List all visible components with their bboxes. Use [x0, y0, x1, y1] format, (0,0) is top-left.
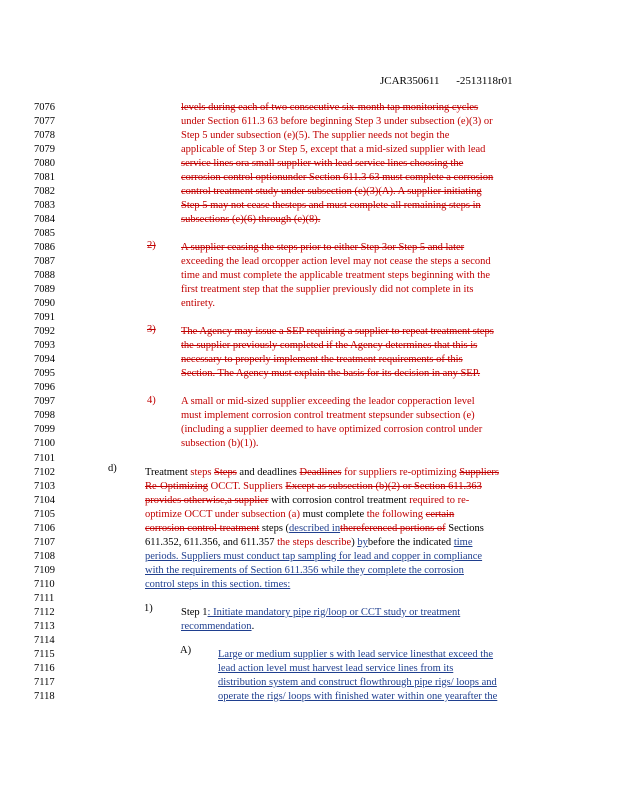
- line-number: 7081: [34, 172, 55, 184]
- text-run: periods. Suppliers must conduct tap sampling for lead and copper in compliance: [145, 550, 483, 562]
- line-number: 7091: [34, 312, 55, 324]
- line-number: 7105: [34, 508, 55, 520]
- line-number: 7108: [34, 550, 55, 562]
- line-number: 7112: [34, 606, 55, 618]
- line-number: 7082: [34, 186, 55, 198]
- text-run: with corrosion control treatment: [268, 494, 410, 506]
- subA-line: [218, 662, 453, 675]
- para3-line: [181, 339, 477, 352]
- text-run: must implement corrosion control treatment stepsunder subsection (e): [181, 410, 475, 422]
- text-run: for suppliers re-optimizing: [341, 466, 460, 478]
- line-number: 7077: [34, 116, 55, 128]
- text-run: must complete: [302, 508, 367, 520]
- para4-line: [181, 437, 259, 450]
- para-label-step1: 1): [144, 603, 153, 614]
- line-number: 7094: [34, 354, 55, 366]
- text-run: entirety.: [181, 298, 216, 310]
- line-number: 7089: [34, 284, 55, 296]
- step1-line: [181, 606, 460, 619]
- text-run: Sections: [445, 522, 484, 534]
- para2-line: [181, 297, 215, 310]
- line-number: 7085: [34, 228, 55, 240]
- text-run: control steps in this section.: [145, 578, 265, 590]
- text-run: operate the rigs/ loops with finished water within one yearafter the: [218, 690, 498, 702]
- text-run: Suppliers: [459, 466, 499, 478]
- text-run: Except as subsection (b)(2) or Section 611.363: [285, 480, 482, 492]
- text-run: Section. The Agency must explain the basis for its decision in any SEP.: [181, 368, 481, 380]
- text-run: The Agency may issue a SEP requiring a supplier to repeat treatment steps: [181, 326, 494, 338]
- block1-line: [181, 185, 482, 198]
- text-run: .: [251, 620, 255, 632]
- text-run: necessary to properly implement the treatment requirements of this: [181, 354, 463, 366]
- line-number: 7109: [34, 564, 55, 576]
- block1-line: [181, 213, 320, 226]
- text-run: A small or mid-sized supplier exceeding the leador copperaction level: [181, 396, 475, 408]
- line-number: 7087: [34, 256, 55, 268]
- text-run: corrosion control optionunder Section 611.3 63 must complete a corrosion: [181, 172, 494, 184]
- text-run: A supplier ceasing the steps prior to either Step 3or Step 5 and later: [181, 242, 465, 254]
- line-number: 7076: [34, 102, 55, 113]
- text-run: recommendation: [181, 620, 252, 632]
- line-number: 7080: [34, 158, 55, 170]
- parad-line: [145, 522, 484, 535]
- text-run: lead action level must harvest lead service lines from its: [218, 662, 454, 674]
- text-run: time and must complete the applicable treatment steps beginning with the: [181, 270, 491, 282]
- line-number: 7090: [34, 298, 55, 310]
- block1-line: [181, 199, 481, 212]
- text-run: exceeding the lead orcopper action level may not cease the steps a second: [181, 256, 491, 268]
- text-run: times:: [264, 578, 291, 590]
- text-run: Re-Optimizing: [145, 480, 208, 492]
- parad-line: [145, 536, 472, 549]
- parad-line: [145, 466, 499, 479]
- line-number: 7093: [34, 340, 55, 352]
- document-id: JCAR350611: [380, 75, 440, 87]
- line-number: 7095: [34, 368, 55, 380]
- text-run: Step 5 may not cease thesteps and must complete all remaining steps in: [181, 200, 481, 212]
- line-number: 7102: [34, 466, 55, 478]
- text-run: required to re-: [409, 494, 470, 506]
- para2-line: [181, 283, 473, 296]
- line-number: 7116: [34, 662, 55, 674]
- text-run: : Initiate mandatory pipe rig/loop or CCT study or treatment: [207, 606, 461, 618]
- line-number: 7092: [34, 326, 55, 338]
- line-number: 7111: [34, 592, 55, 604]
- text-run: the following: [366, 508, 426, 520]
- text-run: OCCT. Suppliers: [208, 480, 286, 492]
- text-run: the steps describe: [277, 536, 352, 548]
- text-run: Treatment: [145, 466, 191, 478]
- line-number: 7084: [34, 214, 55, 226]
- para4-line: [181, 409, 475, 422]
- block1-line: [181, 129, 449, 142]
- line-number: 7086: [34, 242, 55, 254]
- line-number: 7096: [34, 382, 55, 394]
- line-number: 7078: [34, 130, 55, 142]
- line-number: 7114: [34, 634, 55, 646]
- line-number: 7100: [34, 438, 55, 450]
- text-run: described in: [289, 522, 341, 534]
- para3-line: [181, 353, 463, 366]
- text-run: certain: [425, 508, 455, 520]
- block1-line: [181, 157, 463, 170]
- para-label-3: 3): [147, 324, 156, 335]
- text-run: provides otherwise,a supplier: [145, 494, 269, 506]
- subA-line: [218, 690, 497, 703]
- parad-line: [145, 508, 454, 521]
- block1-line: [181, 115, 493, 128]
- text-run: service lines ora small supplier with lead service lines choosing the: [181, 158, 464, 170]
- text-run: applicable of Step 3 or Step 5, except that a mid-sized supplier with lead: [181, 144, 486, 156]
- text-run: (including a supplier deemed to have optimized corrosion control under: [181, 424, 483, 436]
- para3-line: [181, 325, 494, 338]
- text-run: levels during each of two consecutive six-month tap monitoring cycles: [181, 102, 479, 113]
- line-number: 7088: [34, 270, 55, 282]
- line-number: 7115: [34, 648, 55, 660]
- para2-line: [181, 241, 464, 254]
- line-number: 7101: [34, 452, 55, 464]
- line-number: 7103: [34, 480, 55, 492]
- parad-line: [145, 480, 482, 493]
- text-run: distribution system and construct flowthrough pipe rigs/ loops and: [218, 676, 497, 688]
- text-run: corrosion control treatment: [145, 522, 260, 534]
- para4-line: [181, 423, 482, 436]
- page-header: [380, 75, 513, 87]
- revision-id: -2513118r01: [456, 75, 513, 87]
- parad-line: [145, 578, 290, 591]
- text-run: Steps: [214, 466, 237, 478]
- text-run: control treatment study under subsection (e)(3)(A). A supplier initiating: [181, 186, 482, 198]
- text-run: and deadlines: [236, 466, 300, 478]
- line-number: 7099: [34, 424, 55, 436]
- text-run: Large or medium supplier s with lead service linesthat exceed the: [218, 648, 494, 660]
- para-label-A: A): [180, 645, 192, 656]
- line-number: 7117: [34, 676, 55, 688]
- text-run: Deadlines: [299, 466, 342, 478]
- line-number: 7118: [34, 690, 55, 702]
- line-number: 7107: [34, 536, 55, 548]
- para3-line: [181, 367, 480, 380]
- subA-line: [218, 648, 493, 661]
- text-run: before the indicated: [367, 536, 454, 548]
- text-run: first treatment step that the supplier previously did not complete in its: [181, 284, 474, 296]
- text-run: steps (: [259, 522, 290, 534]
- subA-line: [218, 676, 497, 689]
- text-run: under Section 611.3 63 before beginning Step 3 under subsection (e)(3) or: [181, 116, 493, 128]
- line-number: 7104: [34, 494, 55, 506]
- line-number: 7098: [34, 410, 55, 422]
- para2-line: [181, 269, 490, 282]
- text-run: time: [453, 536, 473, 548]
- parad-line: [145, 550, 482, 563]
- text-run: ): [351, 536, 358, 548]
- text-run: the supplier previously completed if the Agency determines that this is: [181, 340, 478, 352]
- text-run: by: [357, 536, 368, 548]
- para2-line: [181, 255, 491, 268]
- parad-line: [145, 564, 464, 577]
- block1-line: [181, 143, 485, 156]
- block1-line: [181, 171, 493, 184]
- line-number: 7083: [34, 200, 55, 212]
- line-number: 7106: [34, 522, 55, 534]
- line-number: 7110: [34, 578, 55, 590]
- para4-line: [181, 395, 475, 408]
- text-run: subsections (e)(6) through (e)(8).: [181, 214, 321, 226]
- block1-line: [181, 101, 478, 114]
- text-run: Step 1: [181, 606, 208, 618]
- line-number: 7097: [34, 396, 55, 408]
- text-run: 611.352, 611.356, and 611.357: [145, 536, 278, 548]
- parad-line: [145, 494, 469, 507]
- para-label-d: d): [108, 463, 117, 474]
- para-label-4: 4): [147, 395, 156, 406]
- text-run: Step 5 under subsection (e)(5). The supplier needs not begin the: [181, 130, 450, 142]
- text-run: steps: [190, 466, 215, 478]
- text-run: thereferenced portions of: [340, 522, 446, 534]
- para-label-2: 2): [147, 240, 156, 251]
- line-number: 7079: [34, 144, 55, 156]
- line-number: 7113: [34, 620, 55, 632]
- text-run: subsection (b)(1)).: [181, 438, 259, 450]
- step1-line: [181, 620, 254, 633]
- text-run: optimize OCCT under subsection (a): [145, 508, 303, 520]
- text-run: with the requirements of Section 611.356 while they complete the corrosion: [145, 564, 464, 576]
